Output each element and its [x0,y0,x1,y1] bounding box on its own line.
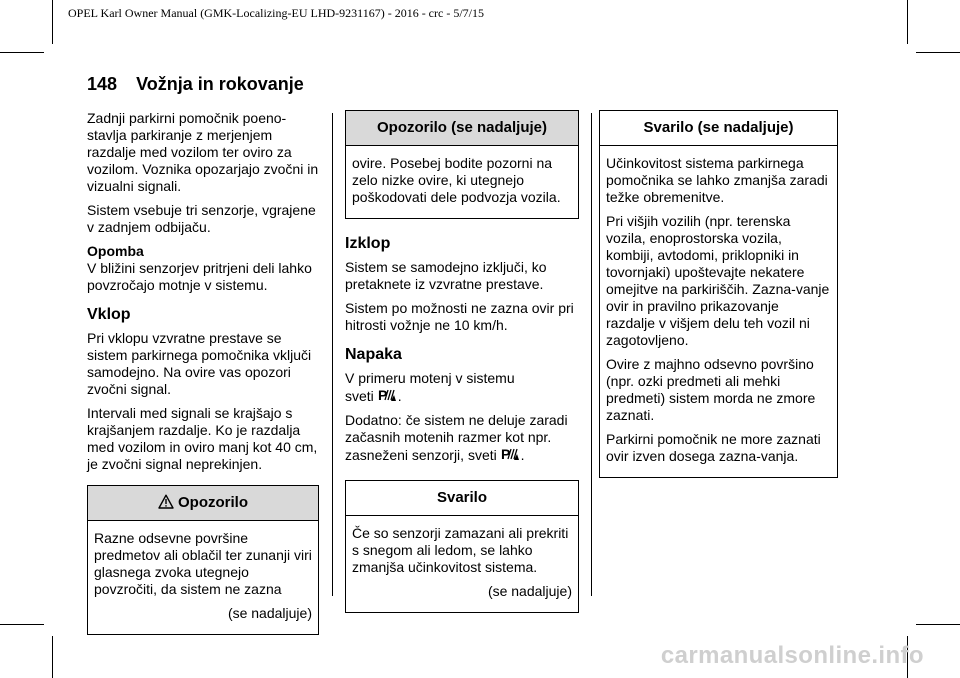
continued-label: (se nadaljuje) [227,605,312,621]
crop-mark [0,52,44,53]
izklop-paragraph-1: Sistem se samodejno izključi, ko pretaknete iz vzvratne prestave. [345,259,547,292]
caution-continued-paragraph-3: Ovire z majhno odsevno površino (npr. ozki predmeti ali mehki predmeti) sistem morda ne zmore zaznati. [606,356,816,423]
napaka-heading: Napaka [345,346,402,363]
vklop-paragraph-1: Pri vklopu vzvratne prestave se sistem parkirnega pomočnika vključi samodejno. Na ovire vas opozori zvočni signal. [87,330,312,397]
watermark: carmanualsonline.info [660,642,924,669]
warning-icon [158,494,174,509]
crop-mark [907,0,908,44]
svg-text:P: P [377,387,388,403]
column-3 [599,110,838,478]
parking-sensor-icon [501,446,521,462]
page-header [87,74,304,95]
caution-box [345,480,579,613]
svg-text:P: P [500,446,510,462]
warning-text: Razne odsevne površine predmetov ali oblačil ter zunanji viri glasnega zvoka utegnejo povzročiti, da sistem ne zazna [94,530,312,597]
warning-header [88,486,318,521]
caution-continued-paragraph-2: Pri višjih vozilih (npr. terenska vozila, enoprostorska vozila, kombiji, avtodomi, priklopniki in tovornjaki) upoštevajte nekatere omejitve na parkiriščih. Zazna-vanje ovir in pravilno prikazovanje razdalje v višjem delu teh vozil ni zagotovljeno. [606,213,830,348]
caution-text: Če so senzorji zamazani ali prekriti s snegom ali ledom, se lahko zmanjša učinkovitost sistema. [352,525,569,575]
warning-continued-box [345,110,579,219]
note-text: V bližini senzorjev pritrjeni deli lahko povzročajo motnje v sistemu. [87,260,312,293]
column-divider [591,113,592,596]
caution-continued-header: Svarilo (se nadaljuje) [600,111,837,146]
continued-label: (se nadaljuje) [487,583,572,599]
izklop-paragraph-2: Sistem po možnosti ne zazna ovir pri hitrosti vožnje ne 10 km/h. [345,300,574,333]
warning-continued-text: ovire. Posebej bodite pozorni na zelo nizke ovire, ki utegnejo poškodovati dele podvozja vozila. [352,155,561,205]
napaka-paragraph-2 [345,412,579,464]
crop-mark [52,0,53,44]
document-meta: OPEL Karl Owner Manual (GMK-Localizing-EU LHD-9231167) - 2016 - crc - 5/7/15 [68,6,484,20]
warning-box [87,485,319,635]
napaka-text-2b: zasneženi senzorji, sveti [345,447,497,463]
caution-header: Svarilo [346,481,578,516]
napaka-text-1a: V primeru motenj v sistemu [345,370,515,386]
crop-mark [52,636,53,678]
caution-body [346,516,578,612]
caution-continued-paragraph-4: Parkirni pomočnik ne more zaznati ovir izven dosega zazna-vanja. [606,431,821,464]
crop-mark [916,624,960,625]
column-2 [345,110,579,613]
caution-continued-paragraph-1: Učinkovitost sistema parkirnega pomočnika se lahko zmanjša zaradi težke obremenitve. [606,155,828,205]
warning-body [88,521,318,634]
period: . [397,388,402,404]
izklop-heading: Izklop [345,235,391,252]
intro-paragraph: Zadnji parkirni pomočnik poeno-stavlja parkiranje z merjenjem razdalje med vozilom ter oviro za vozilom. Voznika opozarjajo zvočni in vizualni signali. [87,110,319,194]
napaka-text-2a: Dodatno: če sistem ne deluje zaradi začasnih motenih razmer kot npr. [345,412,568,445]
period: . [520,447,525,463]
warning-continued-body [346,146,578,218]
column-1 [87,110,319,635]
napaka-paragraph-1 [345,370,579,405]
parking-sensor-icon [378,387,398,403]
note-label: Opomba [87,243,144,259]
section-title: Vožnja in rokovanje [136,74,304,94]
vklop-heading: Vklop [87,306,131,323]
caution-continued-box [599,110,838,478]
crop-mark [0,624,44,625]
crop-mark [916,52,960,53]
napaka-text-1b: sveti [345,388,374,404]
page-number: 148 [87,74,118,94]
vklop-paragraph-2: Intervali med signali se krajšajo s krajšanjem razdalje. Ko je razdalja med vozilom in oviro manj kot 40 cm, je zvočni signal neprekinjen. [87,405,318,472]
caution-continued-body [600,146,837,477]
sensors-paragraph: Sistem vsebuje tri senzorje, vgrajene v zadnjem odbijaču. [87,202,316,235]
warning-title: Opozorilo [178,494,248,511]
warning-continued-header: Opozorilo (se nadaljuje) [346,111,578,146]
column-divider [332,113,333,596]
